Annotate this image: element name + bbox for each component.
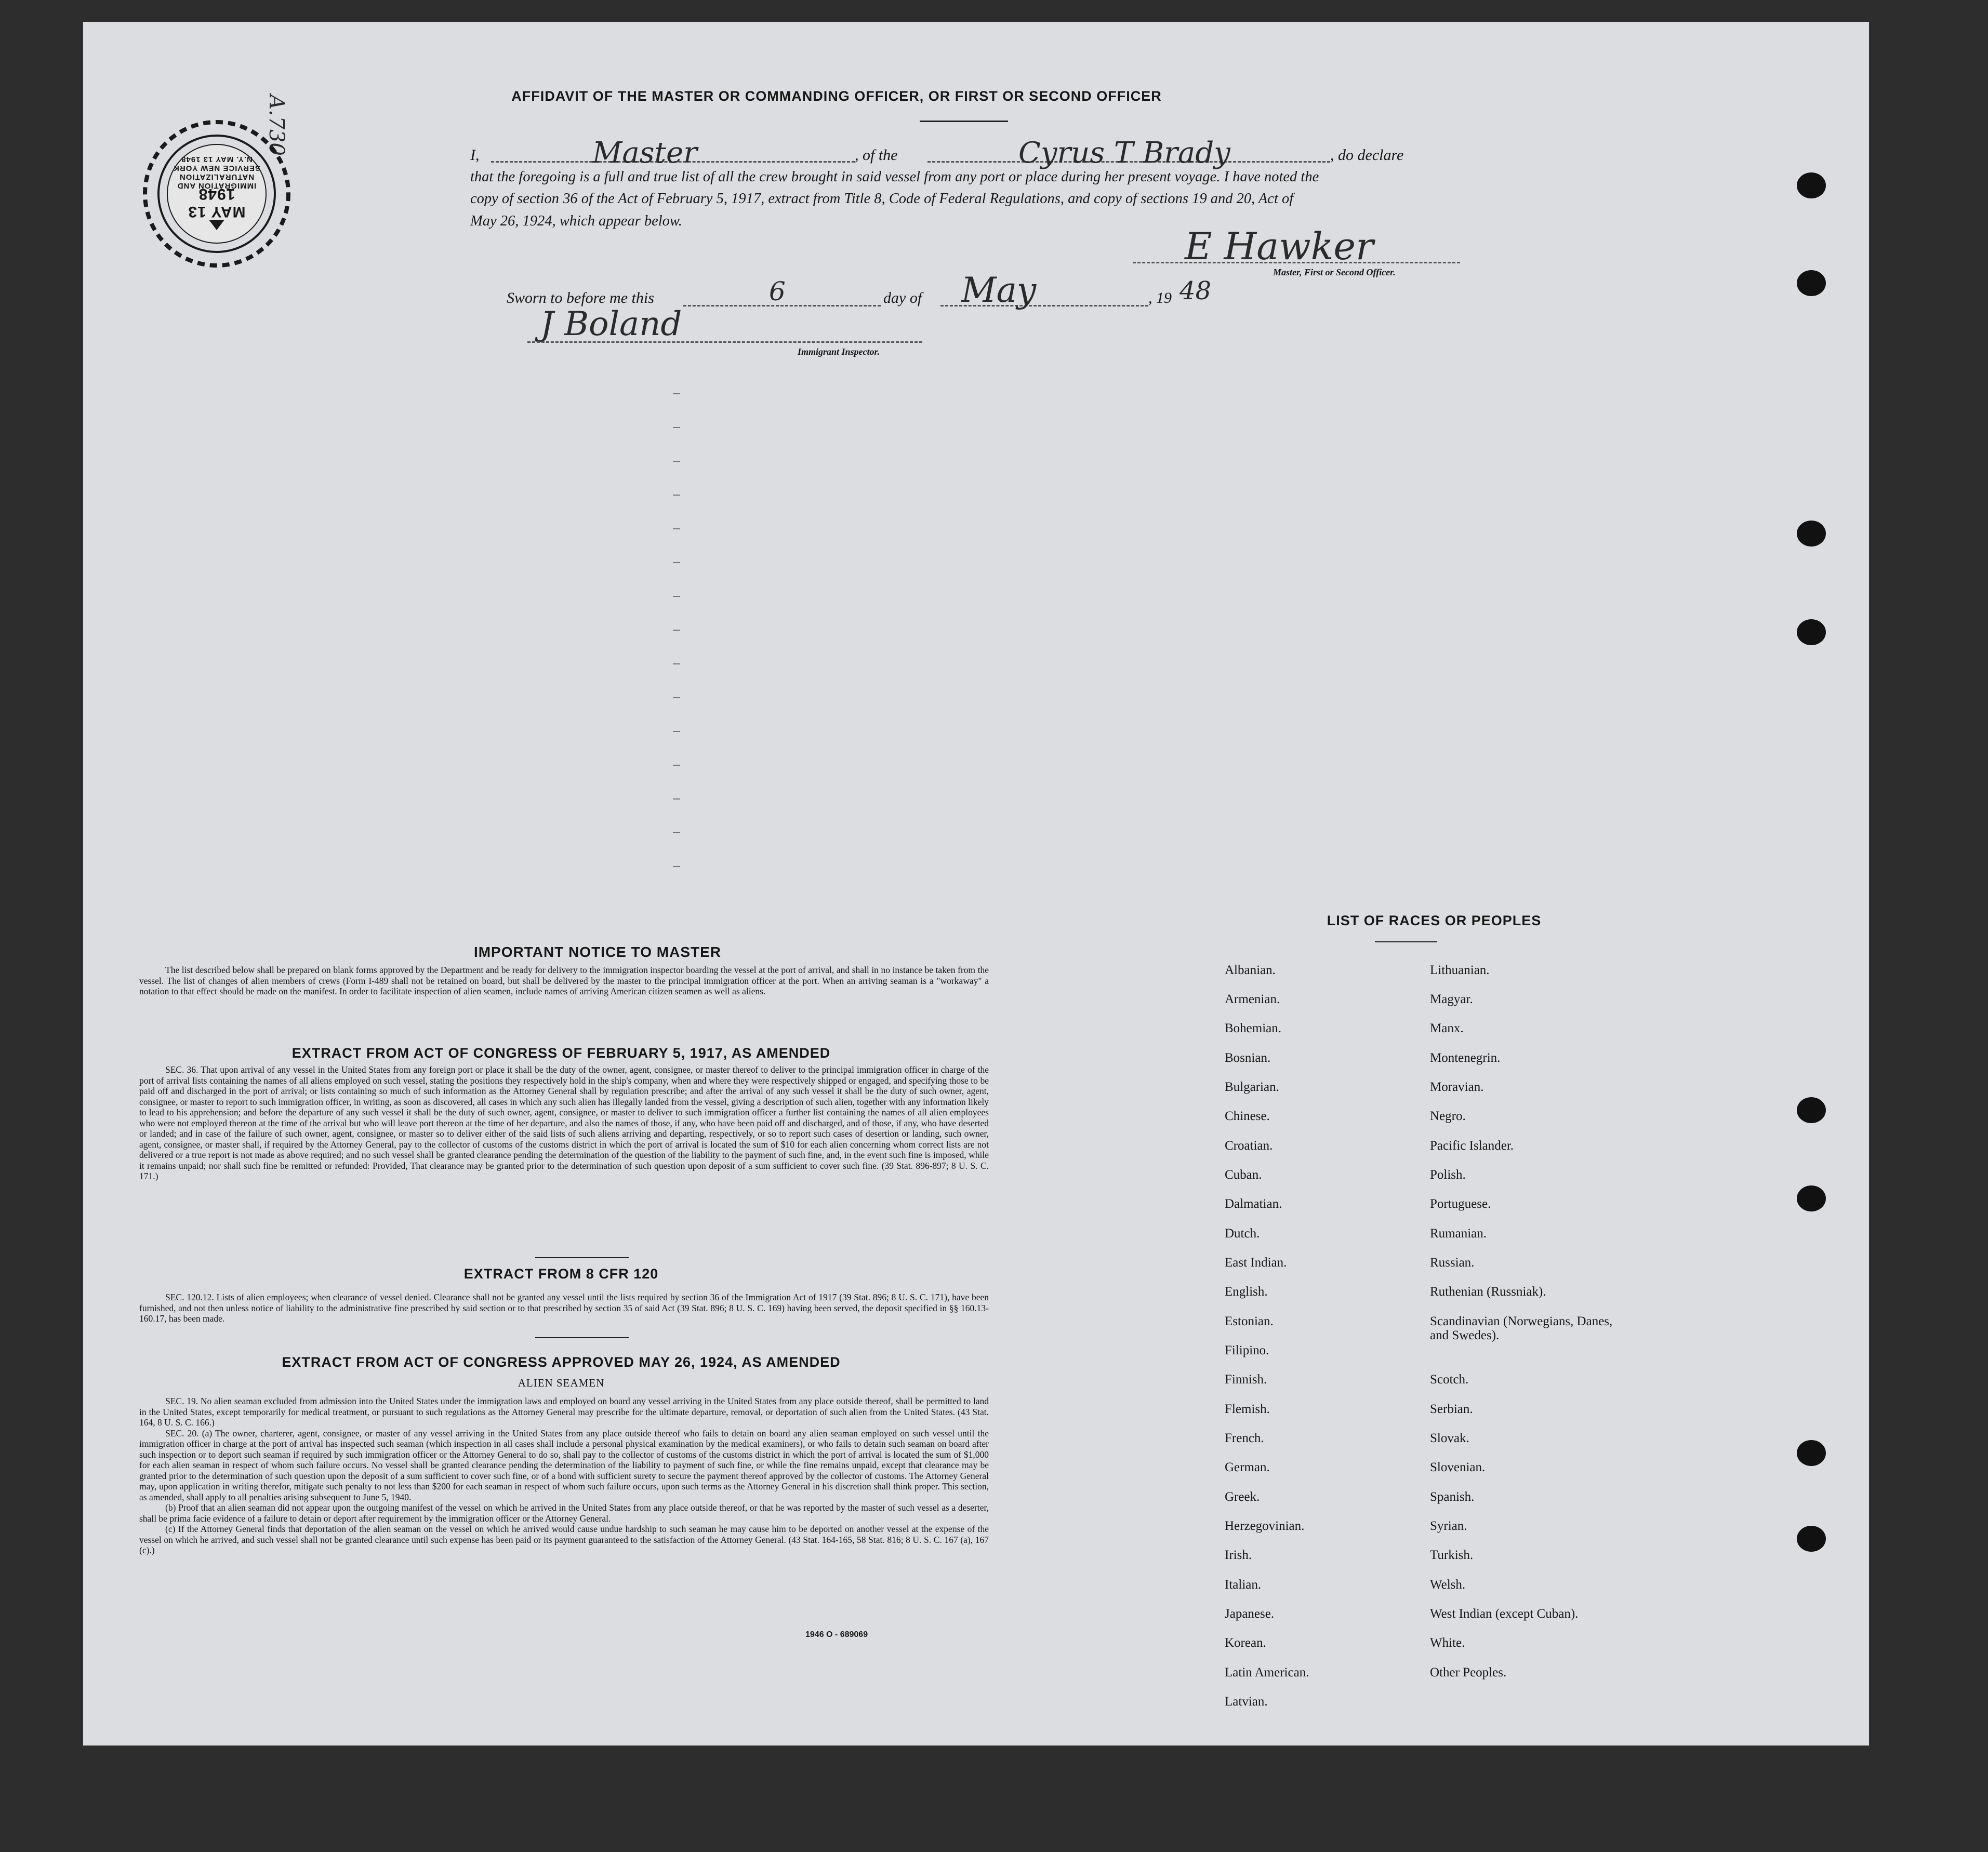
stamp-text: IMMIGRATION AND NATURALIZATION SERVICE NEW YORK N.Y. MAY 13 1948 bbox=[173, 155, 260, 190]
race-item: Chinese. bbox=[1225, 1109, 1270, 1123]
race-item: Manx. bbox=[1430, 1021, 1464, 1035]
margin-tick bbox=[673, 596, 680, 597]
race-item: Spanish. bbox=[1430, 1490, 1475, 1504]
race-item: Korean. bbox=[1225, 1636, 1266, 1650]
margin-tick bbox=[673, 832, 680, 833]
race-item: Flemish. bbox=[1225, 1402, 1270, 1416]
margin-tick bbox=[673, 697, 680, 698]
margin-tick bbox=[673, 663, 680, 664]
stamp-date: MAY 13 1948 bbox=[188, 185, 246, 220]
marginal-note: A.730 bbox=[264, 95, 288, 156]
receipt-stamp bbox=[141, 118, 292, 269]
year-prefix: , 19 bbox=[1148, 289, 1172, 307]
declaration-line-1: that the foregoing is a full and true list of all the crew brought in said vessel from any port or place during her present voyage. I have noted the bbox=[470, 169, 1319, 185]
declaration-line-3: May 26, 1924, which appear below. bbox=[470, 213, 682, 229]
race-item: English. bbox=[1225, 1285, 1268, 1299]
do-declare-label: , do declare bbox=[1330, 146, 1404, 164]
race-item: Serbian. bbox=[1430, 1402, 1473, 1416]
race-item: Latvian. bbox=[1225, 1695, 1268, 1709]
race-item: Armenian. bbox=[1225, 992, 1280, 1006]
punch-hole bbox=[1797, 1097, 1826, 1123]
margin-tick bbox=[673, 393, 680, 394]
extract-1924-body bbox=[139, 1396, 989, 1556]
race-item: Welsh. bbox=[1430, 1578, 1466, 1592]
punch-hole bbox=[1797, 1185, 1826, 1211]
affidavit-title: AFFIDAVIT OF THE MASTER OR COMMANDING OFFICER, OR FIRST OR SECOND OFFICER bbox=[511, 88, 1162, 104]
day-handwritten: 6 bbox=[769, 276, 786, 307]
race-item: White. bbox=[1430, 1636, 1465, 1650]
races-title: LIST OF RACES OR PEOPLES bbox=[1327, 913, 1542, 928]
race-item: Croatian. bbox=[1225, 1139, 1273, 1153]
extract-1924-title: EXTRACT FROM ACT OF CONGRESS APPROVED MAY 26, 1924, AS AMENDED bbox=[282, 1354, 841, 1370]
inspector-signature: J Boland bbox=[540, 305, 682, 343]
race-item: Italian. bbox=[1225, 1578, 1262, 1592]
race-item: Irish. bbox=[1225, 1548, 1252, 1562]
margin-tick bbox=[673, 528, 680, 529]
race-item: Rumanian. bbox=[1430, 1227, 1487, 1241]
of-the-label: , of the bbox=[855, 146, 898, 164]
form-page bbox=[83, 22, 1869, 1746]
race-item: Montenegrin. bbox=[1430, 1051, 1501, 1065]
race-item: Pacific Islander. bbox=[1430, 1139, 1514, 1153]
extract-cfr-body: SEC. 120.12. Lists of alien employees; when clearance of vessel denied. Clearance shall not be granted any vessel until the lists required by section 36 of the Immigration Act of 1917 (39 Stat. 896; 8 U. S. C. 171), have been furnished, and not then unless notice of liability to the administrative fine prescribed by said section or to that prescribed by section 35 of said Act (39 Stat. 896; 8 U. S. C. 169) having been served, the deposit specified in §§ 160.13-160.17, has been made. bbox=[139, 1292, 989, 1324]
race-item: Filipino. bbox=[1225, 1343, 1269, 1357]
race-item: Bulgarian. bbox=[1225, 1080, 1279, 1094]
margin-tick bbox=[673, 798, 680, 800]
sec-20b-text: (b) Proof that an alien seaman did not appear upon the outgoing manifest of the vessel on which he arrived in the United States from any place outside thereof, or that he was reported by the master of such vessel as a deserter, shall be prima facie evidence of a failure to detain or deport after requirement by the immigration officer or the Attorney General. bbox=[139, 1502, 989, 1524]
day-of-label: day of bbox=[883, 289, 922, 307]
race-item: Japanese. bbox=[1225, 1607, 1275, 1621]
margin-tick bbox=[673, 461, 680, 462]
extract-cfr-title: EXTRACT FROM 8 CFR 120 bbox=[463, 1266, 659, 1282]
race-item: Cuban. bbox=[1225, 1168, 1262, 1182]
margin-tick bbox=[673, 427, 680, 428]
section-rule bbox=[535, 1337, 629, 1338]
vessel-handwritten: Cyrus T Brady bbox=[1018, 136, 1230, 170]
punch-hole bbox=[1797, 1526, 1826, 1552]
margin-tick bbox=[673, 731, 680, 732]
notice-body: The list described below shall be prepared on blank forms approved by the Department and be ready for delivery to the immigration inspector boarding the vessel at the port of arrival, and shall in no instance be taken from the vessel. The list of changes of alien members of crews (Form I-489 shall not be retained on board, but shall be delivered by the master to the principal immigration officer at the port. When an arriving seaman is a "workaway" a notation to that effect should be made on the manifest. In order to facilitate inspection of alien seamen, include names of arriving American citizen seamen as well as aliens. bbox=[139, 965, 989, 996]
i-label: I, bbox=[470, 146, 480, 164]
race-item: Syrian. bbox=[1430, 1519, 1467, 1533]
race-item: Dutch. bbox=[1225, 1227, 1260, 1241]
sworn-label: Sworn to before me this bbox=[507, 289, 654, 307]
race-item: West Indian (except Cuban). bbox=[1430, 1607, 1579, 1621]
race-item: Russian. bbox=[1430, 1256, 1475, 1270]
race-item: Greek. bbox=[1225, 1490, 1260, 1504]
race-item: Polish. bbox=[1430, 1168, 1466, 1182]
races-rule bbox=[1375, 941, 1437, 942]
race-item: Slovenian. bbox=[1430, 1460, 1486, 1474]
year-handwritten: 48 bbox=[1179, 276, 1212, 305]
race-item: Slovak. bbox=[1430, 1431, 1469, 1445]
month-handwritten: May bbox=[961, 270, 1037, 310]
race-item: Scotch. bbox=[1430, 1373, 1469, 1387]
race-item: Other Peoples. bbox=[1430, 1666, 1507, 1680]
punch-hole bbox=[1797, 172, 1826, 198]
signature-caption: Master, First or Second Officer. bbox=[1273, 267, 1396, 277]
margin-tick bbox=[673, 630, 680, 631]
punch-hole bbox=[1797, 619, 1826, 645]
race-item: Portuguese. bbox=[1430, 1197, 1491, 1211]
race-item: Turkish. bbox=[1430, 1548, 1474, 1562]
extract-1917-body: SEC. 36. That upon arrival of any vessel in the United States from any foreign port or place it shall be the duty of the owner, agent, consignee, or master thereof to deliver to the principal immigration officer in charge of the port of arrival lists containing the names of all aliens employed on such vessel, stating the positions they respectively hold in the ship's company, when and where they were respectively shipped or engaged, and specifying those to be paid off and discharged in the port of arrival; or lists containing so much of such information as the Attorney General shall by regulation prescribe; and after the arrival of any such vessel it shall be the duty of such owner, agent, consignee, or master to report to such immigration officer, in writing, as soon as discovered, all cases in which any such alien has illegally landed from the vessel, giving a description of such alien, together with any information likely to lead to his apprehension; and before the departure of any such vessel it shall be the duty of such owner, agent, consignee, or master to deliver to such immigration officer a further list containing the names of all alien employees who were not employed thereon at the time of the arrival but who will leave port thereon at the time of her departure, and also the names of those, if any, who have been paid off and discharged, and of those, if any, who have deserted or landed; and in case of the failure of such owner, agent, consignee, or master so to deliver either of the said lists of such aliens arriving and departing, respectively, or so to report such cases of desertion or landing, such owner, agent, consignee, or master shall, if required by the Attorney General, pay to the collector of customs of the customs district in which the port of arrival is located the sum of $10 for each alien concerning whom correct lists are not delivered or a true report is not made as above required; and no such vessel shall be granted clearance pending the determination of the question of the liability to the payment of such fine, and, in the event such fine is imposed, while it remains unpaid; nor shall such fine be remitted or refunded: Provided, That clearance may be granted prior to the determination of such question upon deposit of a sum sufficient to cover such fine. (39 Stat. 896-897; 8 U. S. C. 171.) bbox=[139, 1064, 989, 1181]
sec-19-text: SEC. 19. No alien seaman excluded from admission into the United States under the immigration laws and employed on board any vessel arriving in the United States from any place outside thereof, shall be permitted to land in the United States, except temporarily for medical treatment, or pursuant to such regulations as the Attorney General may prescribe for the ultimate departure, removal, or deportation of such alien from the United States. (43 Stat. 164, 8 U. S. C. 166.) bbox=[139, 1396, 989, 1428]
margin-tick bbox=[673, 765, 680, 766]
margin-tick bbox=[673, 866, 680, 867]
race-item: Moravian. bbox=[1430, 1080, 1484, 1094]
notice-title: IMPORTANT NOTICE TO MASTER bbox=[473, 944, 722, 960]
name-handwritten: Master bbox=[592, 136, 697, 170]
punch-hole bbox=[1797, 1440, 1826, 1466]
master-signature: E Hawker bbox=[1185, 224, 1374, 268]
margin-tick bbox=[673, 495, 680, 496]
race-item: Bosnian. bbox=[1225, 1051, 1271, 1065]
inspector-line bbox=[527, 341, 922, 343]
extract-1924-subtitle: ALIEN SEAMEN bbox=[518, 1377, 605, 1389]
sec-20a-text: SEC. 20. (a) The owner, charterer, agent, consignee, or master of any vessel arriving in the United States from any place outside thereof who fails to detain on board any alien seaman employed on such vessel until the immigration officer in charge at the port of arrival has inspected such seaman (which inspection in all cases shall include a personal physical examination by the medical examiners), or who fails to detain such seaman on board after such inspection or to deport such seaman if required by such immigration officer or the Attorney General to do so, shall pay to the collector of customs of the customs district in which the port of arrival is located the sum of $1,000 for each alien seaman in respect of whom such failure occurs. No vessel shall be granted clearance pending the determination of the liability to payment of such fine, or while the fine remains unpaid, except that clearance may be granted prior to the determination of such question upon the deposit of a sum sufficient to cover such fine, or of a bond with sufficient surety to secure the payment thereof approved by the collector of customs. The Attorney General may, upon application in writing therefor, mitigate such penalty to not less than $200 for each seaman in respect of whom such failure occurs, upon such terms as the Attorney General in his discretion shall think proper. This section, as amended, shall apply to all penalties arising subsequent to June 5, 1940. bbox=[139, 1428, 989, 1502]
race-item: Estonian. bbox=[1225, 1314, 1274, 1328]
race-item: German. bbox=[1225, 1460, 1270, 1474]
race-item: Ruthenian (Russniak). bbox=[1430, 1285, 1546, 1299]
print-code: 1946 O - 689069 bbox=[805, 1630, 868, 1639]
signature-line bbox=[1133, 262, 1460, 263]
punch-hole bbox=[1797, 521, 1826, 547]
race-item: Dalmatian. bbox=[1225, 1197, 1282, 1211]
inspector-caption: Immigrant Inspector. bbox=[798, 347, 880, 357]
extract-1917-title: EXTRACT FROM ACT OF CONGRESS OF FEBRUARY 5, 1917, AS AMENDED bbox=[291, 1045, 831, 1061]
declaration-line-2: copy of section 36 of the Act of February 5, 1917, extract from Title 8, Code of Federal Regulations, and copy of sections 19 and 20, Act of bbox=[470, 191, 1294, 207]
sec-20c-text: (c) If the Attorney General finds that deportation of the alien seaman on the vessel on which he arrived would cause undue hardship to such seaman he may cause him to be deported on another vessel at the expense of the vessel on which he arrived, and such vessel shall not be granted clearance until such expense has been paid or its payment guaranteed to the satisfaction of the Attorney General. (43 Stat. 164-165, 58 Stat. 816; 8 U. S. C. 167 (a), 167 (c).) bbox=[139, 1524, 989, 1555]
race-item: Finnish. bbox=[1225, 1373, 1267, 1387]
title-rule bbox=[920, 121, 1008, 122]
race-item: Lithuanian. bbox=[1430, 963, 1490, 977]
margin-tick bbox=[673, 562, 680, 563]
race-item: Herzegovinian. bbox=[1225, 1519, 1305, 1533]
race-item: Bohemian. bbox=[1225, 1021, 1282, 1035]
race-item: East Indian. bbox=[1225, 1256, 1287, 1270]
race-item: Albanian. bbox=[1225, 963, 1276, 977]
section-rule bbox=[535, 1257, 629, 1258]
race-item: Magyar. bbox=[1430, 992, 1473, 1006]
race-item: Latin American. bbox=[1225, 1666, 1309, 1680]
race-item: Negro. bbox=[1430, 1109, 1466, 1123]
race-item: Scandinavian (Norwegians, Danes, and Swedes). bbox=[1430, 1314, 1613, 1342]
punch-hole bbox=[1797, 270, 1826, 296]
race-item: French. bbox=[1225, 1431, 1264, 1445]
